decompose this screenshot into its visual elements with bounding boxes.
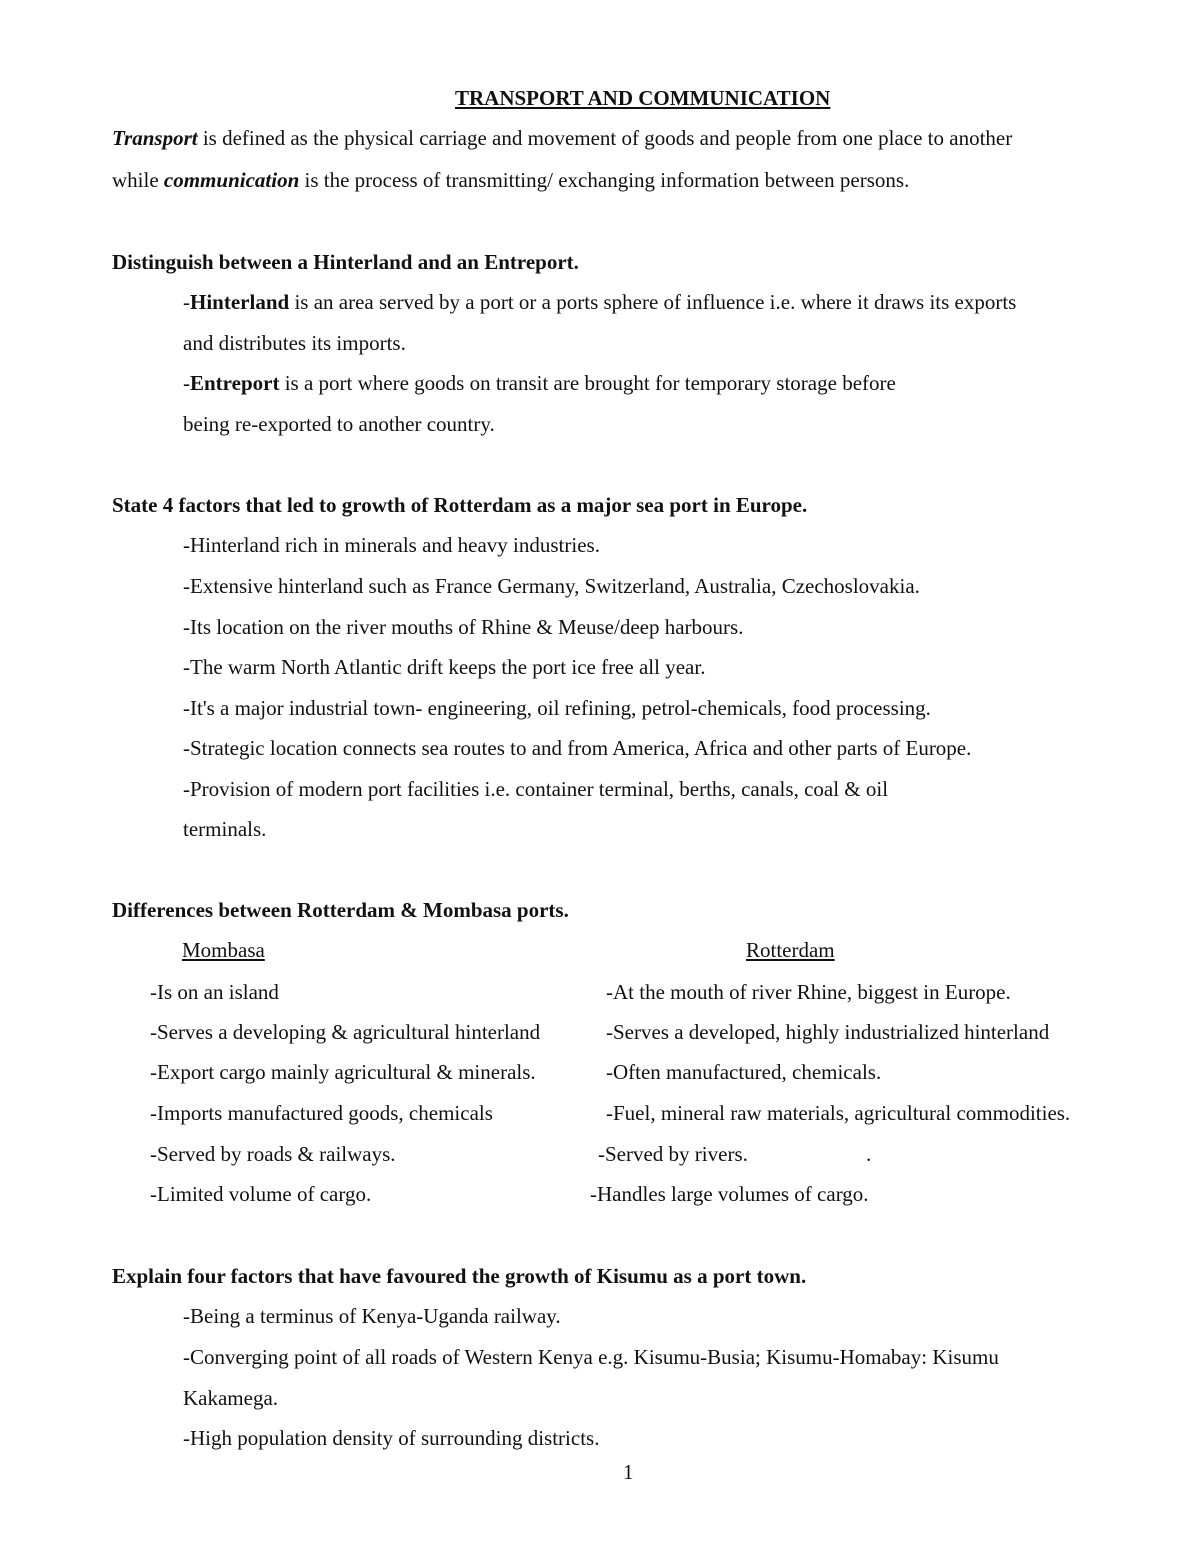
page-number: 1	[623, 1460, 634, 1484]
column-header-rotterdam: Rotterdam	[746, 938, 835, 962]
table-cell-left: -Serves a developing & agricultural hinterland	[150, 1020, 541, 1044]
table-cell-left: -Limited volume of cargo.	[150, 1182, 372, 1206]
entreport-definition-cont: being re-exported to another country.	[183, 412, 495, 436]
list-item: -Its location on the river mouths of Rhine & Meuse/deep harbours.	[183, 615, 744, 639]
table-cell-right: -Serves a developed, highly industrialized hinterland	[606, 1020, 1050, 1044]
list-item: -High population density of surrounding districts.	[183, 1426, 600, 1450]
table-cell-right: -Handles large volumes of cargo.	[590, 1182, 869, 1206]
column-header-mombasa: Mombasa	[182, 938, 265, 962]
dash: -	[183, 290, 190, 314]
hinterland-definition-cont: and distributes its imports.	[183, 331, 406, 355]
hinterland-definition	[183, 292, 1016, 313]
entreport-definition	[183, 373, 896, 394]
list-item: terminals.	[183, 817, 267, 841]
term-entreport: Entreport	[190, 371, 280, 395]
stray-period: .	[866, 1142, 872, 1166]
page-title: TRANSPORT AND COMMUNICATION	[455, 86, 831, 110]
entreport-text: is a port where goods on transit are brought for temporary storage before	[279, 371, 896, 395]
table-cell-right: -Often manufactured, chemicals.	[606, 1060, 882, 1084]
term-hinterland: Hinterland	[190, 290, 290, 314]
table-cell-left: -Export cargo mainly agricultural & minerals.	[150, 1060, 536, 1084]
dash: -	[183, 371, 190, 395]
list-item: -Extensive hinterland such as France Germany, Switzerland, Australia, Czechoslovakia.	[183, 574, 920, 598]
table-cell-right: -Fuel, mineral raw materials, agricultural commodities.	[606, 1101, 1071, 1125]
table-cell-left: -Served by roads & railways.	[150, 1142, 396, 1166]
table-cell-right: -At the mouth of river Rhine, biggest in Europe.	[606, 980, 1011, 1004]
list-item: -Hinterland rich in minerals and heavy industries.	[183, 533, 600, 557]
intro-line-2	[112, 170, 909, 191]
list-item: -Converging point of all roads of Western Kenya e.g. Kisumu-Busia; Kisumu-Homabay: Kisumu	[183, 1345, 999, 1369]
intro-text-2b: is the process of transmitting/ exchanging information between persons.	[299, 168, 910, 192]
hinterland-text: is an area served by a port or a ports sphere of influence i.e. where it draws its exports	[289, 290, 1017, 314]
list-item: -The warm North Atlantic drift keeps the port ice free all year.	[183, 655, 706, 679]
section-heading-differences: Differences between Rotterdam & Mombasa ports.	[112, 898, 569, 922]
intro-text-1: is defined as the physical carriage and movement of goods and people from one place to another	[197, 126, 1013, 150]
list-item: -It's a major industrial town- engineering, oil refining, petrol-chemicals, food processing.	[183, 696, 931, 720]
section-heading-hinterland: Distinguish between a Hinterland and an Entreport.	[112, 250, 579, 274]
intro-line-1	[112, 128, 1012, 149]
list-item: -Provision of modern port facilities i.e. container terminal, berths, canals, coal & oil	[183, 777, 889, 801]
list-item: -Strategic location connects sea routes to and from America, Africa and other parts of Europe.	[183, 736, 972, 760]
section-heading-rotterdam: State 4 factors that led to growth of Rotterdam as a major sea port in Europe.	[112, 493, 808, 517]
table-cell-left: -Is on an island	[150, 980, 279, 1004]
term-communication: communication	[163, 168, 300, 192]
section-heading-kisumu: Explain four factors that have favoured the growth of Kisumu as a port town.	[112, 1264, 807, 1288]
term-transport: Transport	[112, 126, 198, 150]
list-item: -Being a terminus of Kenya-Uganda railway.	[183, 1304, 561, 1328]
intro-text-2a: while	[112, 168, 164, 192]
list-item: Kakamega.	[183, 1386, 279, 1410]
table-cell-left: -Imports manufactured goods, chemicals	[150, 1101, 493, 1125]
table-cell-right: -Served by rivers.	[598, 1142, 748, 1166]
